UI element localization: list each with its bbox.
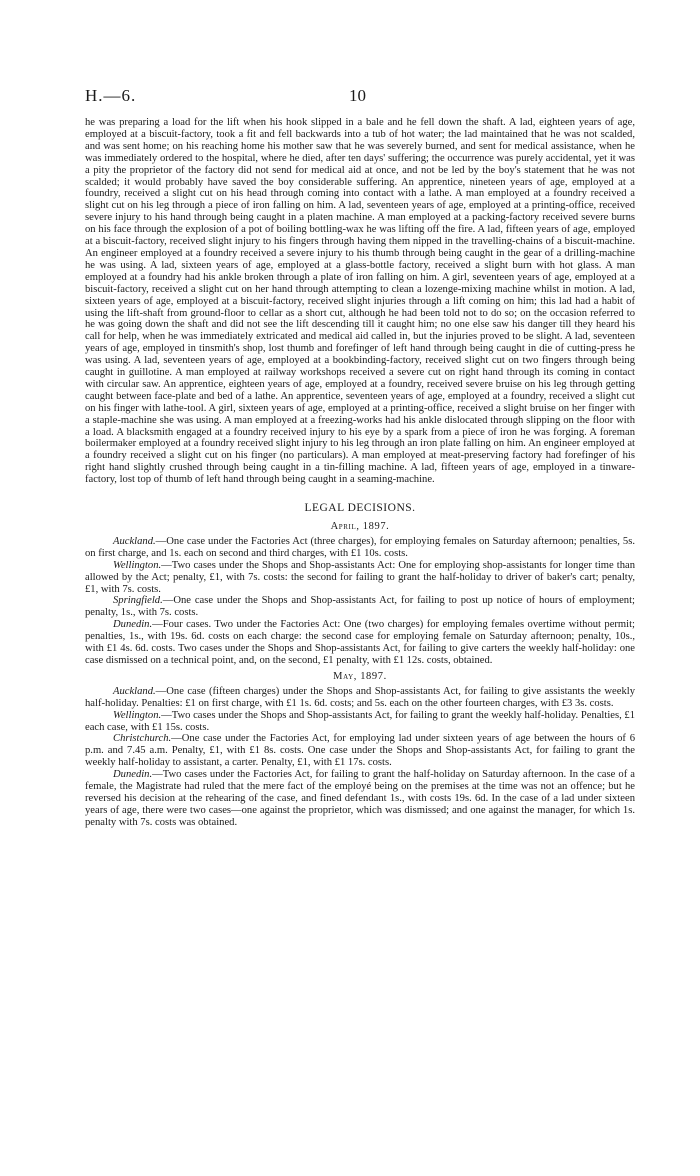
month-heading-april: April, 1897. bbox=[330, 521, 390, 532]
case-paragraph bbox=[85, 619, 635, 667]
case-text: —Two cases under the Shops and Shop-assistants Act: One for employing shop-assistants for longer time than allowed by the Act; penalty, £1, with 7s. costs: the second for failing to grant the half-holiday to driver of baker's cart; penalty, £1, with 7s. costs. bbox=[85, 559, 635, 595]
section-title: LEGAL DECISIONS. bbox=[304, 502, 416, 515]
paper-reference: H.—6. bbox=[85, 86, 137, 105]
accidents-paragraph: he was preparing a load for the lift when his hook slipped in a bale and he fell down the shaft. A lad, eighteen years of age, employed at a biscuit-factory, took a fit and fell backwards into a tub of hot water; the lad maintained that he was not scalded, and was sent home; on his reaching home his mother saw that he was severely burned, and sent for medical assistance, when he was immediately ordered to the hospital, where he died, after ten days' suffering; the occurrence was purely accidental, yet it was a pity the proprietor of the factory did not send for medical aid at once, and not be led by the boy's statement that he was not scalded; it would probably have saved the boy considerable suffering. An apprentice, nineteen years of age, employed at a foundry, received a slight cut on his head through coming into contact with a lathe. A man employed at a foundry received a slight cut on his leg through a piece of iron falling on him. A lad, seventeen years of age, employed at a printing-office, received severe injury to his hand through being caught in a platen machine. A man employed at a packing-factory received severe burns on his face through the explosion of a pot of boiling bottling-wax he was lifting off the fire. A lad, fifteen years of age, employed at a biscuit-factory, received slight injury to his fingers through having them nipped in the travelling-chains of a biscuit-machine. An engineer employed at a foundry received a severe injury to his thumb through being caught in the gear of a drilling-machine he was using. A lad, sixteen years of age, employed at a glass-bottle factory, received a slight burn with hot glass. A man employed at a foundry had his ankle broken through a plate of iron falling on him. A girl, seventeen years of age, employed at a biscuit-factory, received a slight cut on her hand through attempting to clean a lozenge-mixing machine whilst in motion. A lad, sixteen years of age, employed at a biscuit-factory, received slight injuries through a lift coming on him; this lad had a habit of using the lift-shaft from ground-floor to cellar as a short cut, although he had been told not to do so; on the occasion referred to he was going down the shaft and did not see the lift descending till it caught him; no one else saw his danger till they heard his call for help, when he was immediately extricated and medical aid called in, but the injuries proved to be slight. A lad, seventeen years of age, employed in tinsmith's shop, lost thumb and forefinger of left hand through being caught in die of cutting-press he was using. A lad, seventeen years of age, employed at a bookbinding-factory, received slight cut on two fingers through being caught in guillotine. A man employed at railway workshops received a severe cut on right hand through its coming in contact with circular saw. An apprentice, eighteen years of age, employed at a foundry, received severe bruise on his leg through getting caught between face-plate and bed of a lathe. An apprentice, seventeen years of age, employed at a foundry, received a slight cut on his finger with lathe-tool. A girl, sixteen years of age, employed at a printing-office, received a slight bruise on her finger with a staple-machine she was using. A man employed at a freezing-works had his ankle dislocated through slipping on the floor with a load. A blacksmith engaged at a foundry received injury to his eye by a spark from a piece of iron he was forging. A foreman boilermaker employed at a foundry received slight injury to his leg through an iron plate falling on him. An engineer employed at a foundry received a slight cut on his finger (no particulars). A man employed at meat-preserving factory had forefinger of his right hand slightly crushed through being caught in a tin-filling machine. A lad, fifteen years of age, employed in a tinware-factory, lost top of thumb of left hand through being caught in a seaming-machine. bbox=[85, 117, 635, 486]
case-paragraph bbox=[85, 710, 635, 734]
case-text: —Four cases. Two under the Factories Act: One (two charges) for employing females overtime without permit; penalties, 1s., with 19s. 6d. costs on each charge: the second case for employing female on Saturday afternoon; penalty, 10s., with £1 4s. 6d. costs. Two cases under the Shops and Shop-assistants Act, for failing to give carters the weekly half-holiday: one case dismissed on a technical point, and, on the second, £1 penalty, with £1 12s. costs, obtained. bbox=[85, 619, 635, 666]
case-location: Springfield. bbox=[113, 595, 163, 607]
case-text: —One case under the Shops and Shop-assistants Act, for failing to post up notice of hours of employment; penalty, 1s., with 7s. costs. bbox=[85, 595, 635, 619]
case-location: Christchurch. bbox=[113, 733, 172, 745]
case-location: Wellington. bbox=[113, 559, 162, 571]
case-paragraph bbox=[85, 733, 635, 769]
case-paragraph bbox=[85, 686, 635, 710]
case-paragraph bbox=[85, 536, 635, 560]
case-text: —One case (fifteen charges) under the Shops and Shop-assistants Act, for failing to give assistants the weekly half-holiday. Penalties: £1 on first charge, with £1 1s. 6d. costs; and 5s. each on the other fourteen charges, with £3 3s. costs. bbox=[85, 685, 635, 709]
case-text: —Two cases under the Factories Act, for failing to grant the half-holiday on Saturday afternoon. In the case of a female, the Magistrate had ruled that the mere fact of the employé being on the premises at the time was not an offence; but he reversed his decision at the rehearing of the case, and fined defendant 1s., with costs 19s. 6d. In the case of a lad under sixteen years of age, there were two cases—one against the proprietor, which was dismissed; and one against the manager, for which 1s. penalty with 7s. costs was obtained. bbox=[85, 769, 635, 828]
page-number: 10 bbox=[349, 86, 366, 105]
case-location: Dunedin. bbox=[113, 769, 153, 781]
case-location: Auckland. bbox=[113, 535, 156, 547]
case-paragraph bbox=[85, 595, 635, 619]
case-paragraph bbox=[85, 560, 635, 596]
case-text: —One case under the Factories Act, for employing lad under sixteen years of age between the hours of 6 p.m. and 7.45 a.m. Penalty, £1, with £1 8s. costs. One case under the Shops and Shop-assistants Act, for failing to grant the weekly half-holiday to assistant, a carter. Penalty, £1, with £1 17s. costs. bbox=[85, 733, 635, 769]
page-header bbox=[85, 86, 630, 108]
case-location: Dunedin. bbox=[113, 619, 153, 631]
case-text: —One case under the Factories Act (three charges), for employing females on Saturday afternoon; penalties, 5s. on first charge, and 1s. each on second and third charges, with £1 10s. costs. bbox=[85, 535, 635, 559]
month-heading-may: May, 1897. bbox=[333, 670, 387, 682]
case-location: Auckland. bbox=[113, 685, 156, 697]
page-body bbox=[85, 117, 635, 829]
case-text: —Two cases under the Shops and Shop-assistants Act, for failing to grant the weekly half-holiday. Penalties, £1 each case, with £1 15s. costs. bbox=[85, 709, 635, 733]
case-paragraph bbox=[85, 769, 635, 829]
case-location: Wellington. bbox=[113, 709, 162, 721]
